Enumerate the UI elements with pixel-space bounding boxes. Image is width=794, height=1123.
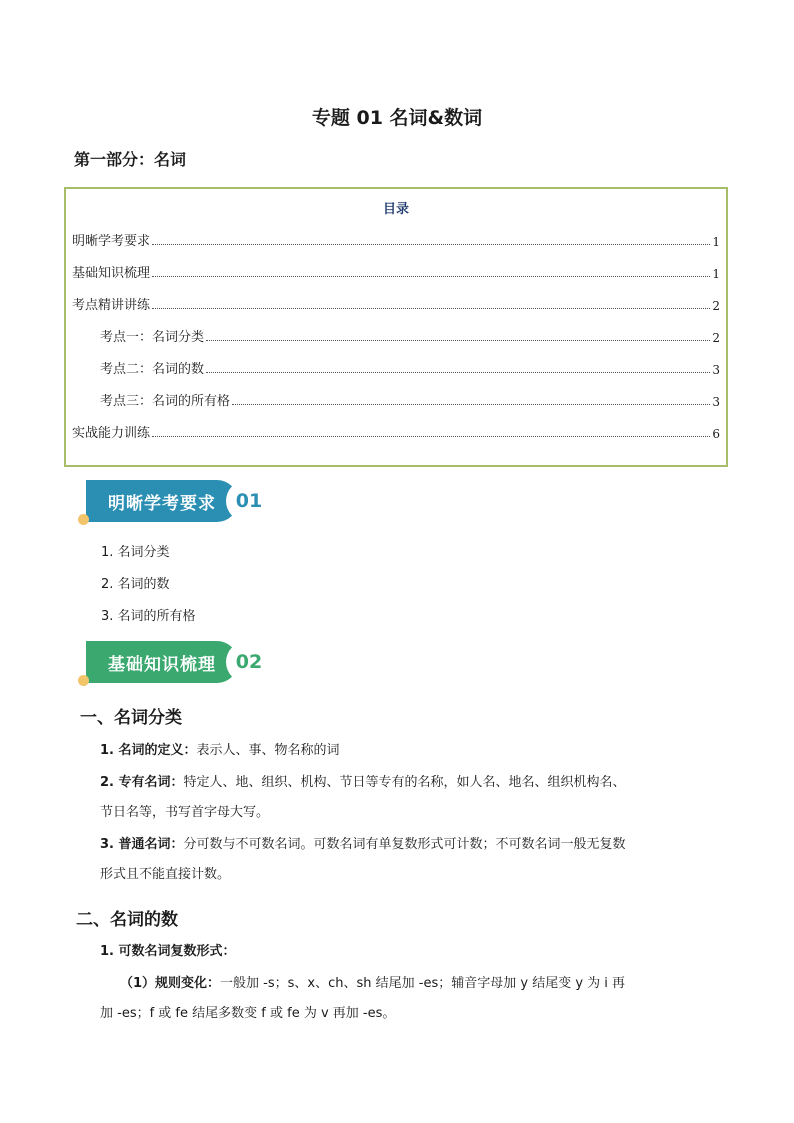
heading-noun-classification: 一、名词分类 (80, 708, 182, 728)
document-title: 专题 01 名词&数词 (311, 107, 483, 129)
definition-text: 特定人、地、组织、机构、节日等专有的名称，如人名、地名、组织机构名、节日名等，书写首字母大写。 (100, 775, 626, 820)
toc-entry-page: 3 (712, 363, 720, 377)
definition-text: 表示人、事、物名称的词 (196, 743, 340, 758)
toc-entry-label: 考点精讲讲练 (72, 298, 151, 313)
section-banner-label: 明晰学考要求 (86, 480, 238, 522)
toc-entry-label: 考点三：名词的所有格 (100, 394, 231, 409)
requirement-item: 2. 名词的数 (101, 577, 170, 592)
toc-entry-page: 2 (712, 331, 720, 345)
section-banner-label: 基础知识梳理 (86, 641, 238, 683)
heading-noun-number: 二、名词的数 (76, 910, 178, 930)
toc-entry[interactable] (100, 326, 720, 345)
toc-entry-label: 考点二：名词的数 (100, 362, 205, 377)
toc-heading: 目录 (382, 202, 409, 217)
definition-term: 1. 名词的定义： (100, 743, 197, 758)
proper-noun-paragraph (100, 768, 630, 828)
toc-entry-label: 实战能力训练 (72, 426, 151, 441)
definition-term: 1. 可数名词复数形式： (100, 944, 236, 959)
toc-entry-label: 基础知识梳理 (72, 266, 151, 281)
section-banner-number: 02 (226, 641, 272, 683)
rule-text: 一般加 -s；s、x、ch、sh 结尾加 -es；辅音字母加 y 结尾变 y 为 i 再加 -es；f 或 fe 结尾多数变 f 或 fe 为 v 再加 -es。 (100, 976, 626, 1021)
toc-entry[interactable] (100, 358, 720, 377)
toc-entry-page: 1 (712, 235, 720, 249)
toc-entry[interactable] (100, 390, 720, 409)
toc-entry[interactable] (72, 262, 720, 281)
common-noun-paragraph (100, 830, 630, 890)
toc-entry-page: 1 (712, 267, 720, 281)
definition-term: 3. 普通名词： (100, 837, 184, 852)
toc-entry-label: 考点一：名词分类 (100, 330, 205, 345)
requirement-item: 1. 名词分类 (101, 545, 170, 560)
toc-entry[interactable] (72, 422, 720, 441)
part-heading: 第一部分：名词 (74, 150, 187, 169)
banner-dot-icon (78, 675, 89, 686)
definition-term: 2. 专有名词： (100, 775, 184, 790)
rule-term: （1）规则变化： (120, 976, 221, 991)
toc-entry[interactable] (72, 230, 720, 249)
regular-plural-rule (100, 969, 630, 1029)
definition-paragraph (100, 736, 660, 766)
section-banner-02 (86, 641, 272, 683)
section-banner-01 (86, 480, 272, 522)
requirement-item: 3. 名词的所有格 (101, 609, 196, 624)
toc-entry-page: 6 (712, 427, 720, 441)
definition-text: 分可数与不可数名词。可数名词有单复数形式可计数；不可数名词一般无复数形式且不能直接计数。 (100, 837, 626, 882)
banner-dot-icon (78, 514, 89, 525)
toc-entry-label: 明晰学考要求 (72, 234, 151, 249)
section-banner-number: 01 (226, 480, 272, 522)
toc-entry-page: 2 (712, 299, 720, 313)
toc-entry-page: 3 (712, 395, 720, 409)
toc-entry[interactable] (72, 294, 720, 313)
plural-form-heading (100, 937, 660, 967)
table-of-contents (64, 187, 728, 467)
